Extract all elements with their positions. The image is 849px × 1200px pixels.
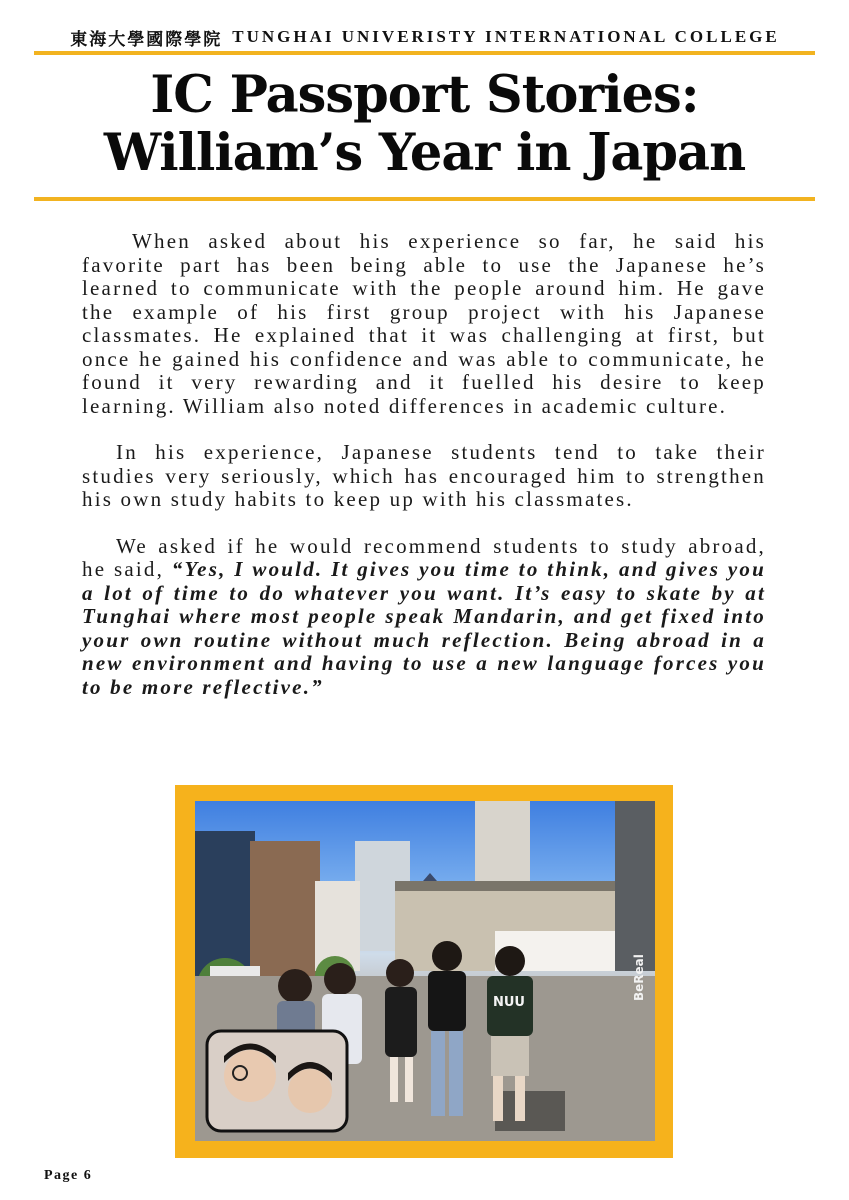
building-brown bbox=[250, 841, 320, 991]
group-photo bbox=[195, 801, 655, 1141]
william-quote: “Yes, I would. It gives you time to think, and gives you a lot of time to do whatever you want. It’s easy to skate by at Tunghai where most people speak Mandarin, and get fixed into your own routine without much reflection. Being abroad in a new environment and having to use a new language forces you to be more reflective.” bbox=[82, 557, 766, 699]
header-divider bbox=[34, 51, 815, 55]
group-photo-illustration bbox=[195, 801, 655, 1141]
paragraph-3-lead: We asked if he would recommend students to study abroad, he said, bbox=[82, 533, 766, 581]
paragraph-1-text: When asked about his experience so far, he said his favorite part has been being able to use the Japanese he’s learned to communicate with the people around him. He gave the example of his first group project with his Japanese classmates. He explained that it was challenging at first, but once he gained his confidence and was able to communicate, he found it very rewarding and it fuelled his desire to keep learning. William also noted differences in academic culture. bbox=[82, 229, 766, 418]
page-number: Page 6 bbox=[44, 1168, 93, 1183]
bereal-watermark: BeReal bbox=[632, 954, 646, 1001]
article-body bbox=[82, 230, 766, 722]
article-paragraph-1 bbox=[82, 230, 766, 418]
article-paragraph-2 bbox=[82, 441, 766, 512]
building-right bbox=[615, 801, 655, 971]
title-line-2: William’s Year in Japan bbox=[103, 123, 746, 183]
masthead-chinese-name: 東海大學國際學院 bbox=[70, 29, 223, 50]
photo-frame bbox=[175, 785, 673, 1158]
title-divider bbox=[34, 197, 815, 201]
inset-face-1 bbox=[224, 1050, 276, 1102]
masthead-english-name: TUNGHAI UNIVERISTY INTERNATIONAL COLLEGE bbox=[232, 27, 780, 46]
masthead bbox=[36, 22, 814, 52]
inset-face-2 bbox=[288, 1069, 332, 1113]
paragraph-2-text: In his experience, Japanese students tend to take their studies very seriously, which has encouraged him to strengthen his own study habits to keep up with his classmates. bbox=[82, 440, 766, 511]
title-line-1: IC Passport Stories: bbox=[150, 65, 699, 125]
article-paragraph-3 bbox=[82, 535, 766, 700]
drain-grate bbox=[495, 1091, 565, 1131]
shirt-text: NUU bbox=[493, 995, 525, 1010]
page-title bbox=[34, 66, 815, 182]
low-building-roof bbox=[395, 881, 645, 891]
